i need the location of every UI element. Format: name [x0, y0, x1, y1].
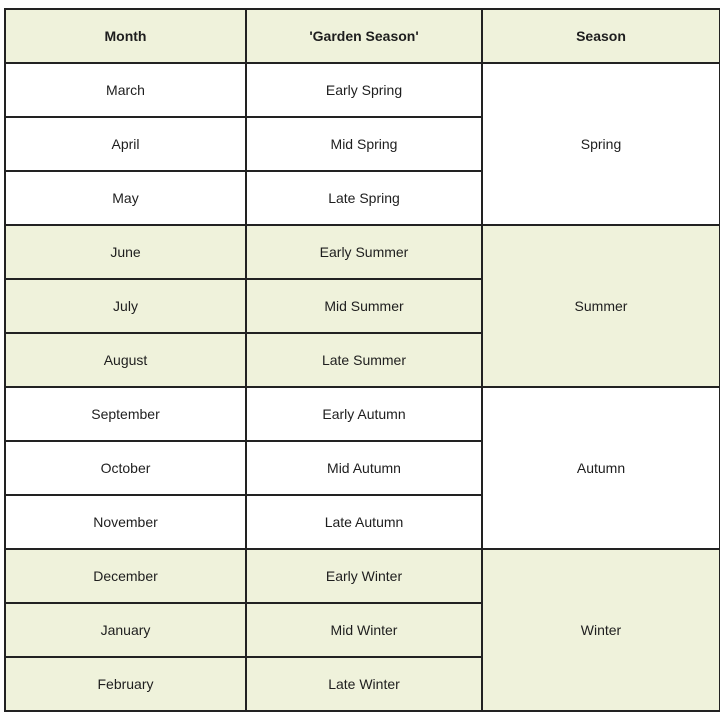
month-cell: June	[5, 225, 246, 279]
garden-season-cell: Late Summer	[246, 333, 482, 387]
garden-season-cell: Late Winter	[246, 657, 482, 711]
table-row	[5, 387, 720, 441]
month-cell: February	[5, 657, 246, 711]
table-body	[5, 63, 720, 711]
table-row	[5, 549, 720, 603]
month-cell: May	[5, 171, 246, 225]
garden-season-cell: Mid Autumn	[246, 441, 482, 495]
month-cell: September	[5, 387, 246, 441]
header-garden-season: 'Garden Season'	[246, 9, 482, 63]
month-cell: January	[5, 603, 246, 657]
garden-season-cell: Late Autumn	[246, 495, 482, 549]
table-row	[5, 63, 720, 117]
season-cell-spring: Spring	[482, 63, 720, 225]
table-row	[5, 225, 720, 279]
season-cell-autumn: Autumn	[482, 387, 720, 549]
month-cell: November	[5, 495, 246, 549]
garden-season-cell: Mid Summer	[246, 279, 482, 333]
table-header-row	[5, 9, 720, 63]
header-month: Month	[5, 9, 246, 63]
header-season: Season	[482, 9, 720, 63]
garden-season-table	[4, 8, 720, 712]
month-cell: March	[5, 63, 246, 117]
garden-season-cell: Mid Winter	[246, 603, 482, 657]
garden-season-cell: Early Winter	[246, 549, 482, 603]
month-cell: December	[5, 549, 246, 603]
season-cell-summer: Summer	[482, 225, 720, 387]
month-cell: August	[5, 333, 246, 387]
month-cell: July	[5, 279, 246, 333]
garden-season-cell: Late Spring	[246, 171, 482, 225]
month-cell: April	[5, 117, 246, 171]
garden-season-cell: Early Summer	[246, 225, 482, 279]
garden-season-cell: Early Spring	[246, 63, 482, 117]
season-cell-winter: Winter	[482, 549, 720, 711]
garden-season-cell: Mid Spring	[246, 117, 482, 171]
month-cell: October	[5, 441, 246, 495]
garden-season-cell: Early Autumn	[246, 387, 482, 441]
